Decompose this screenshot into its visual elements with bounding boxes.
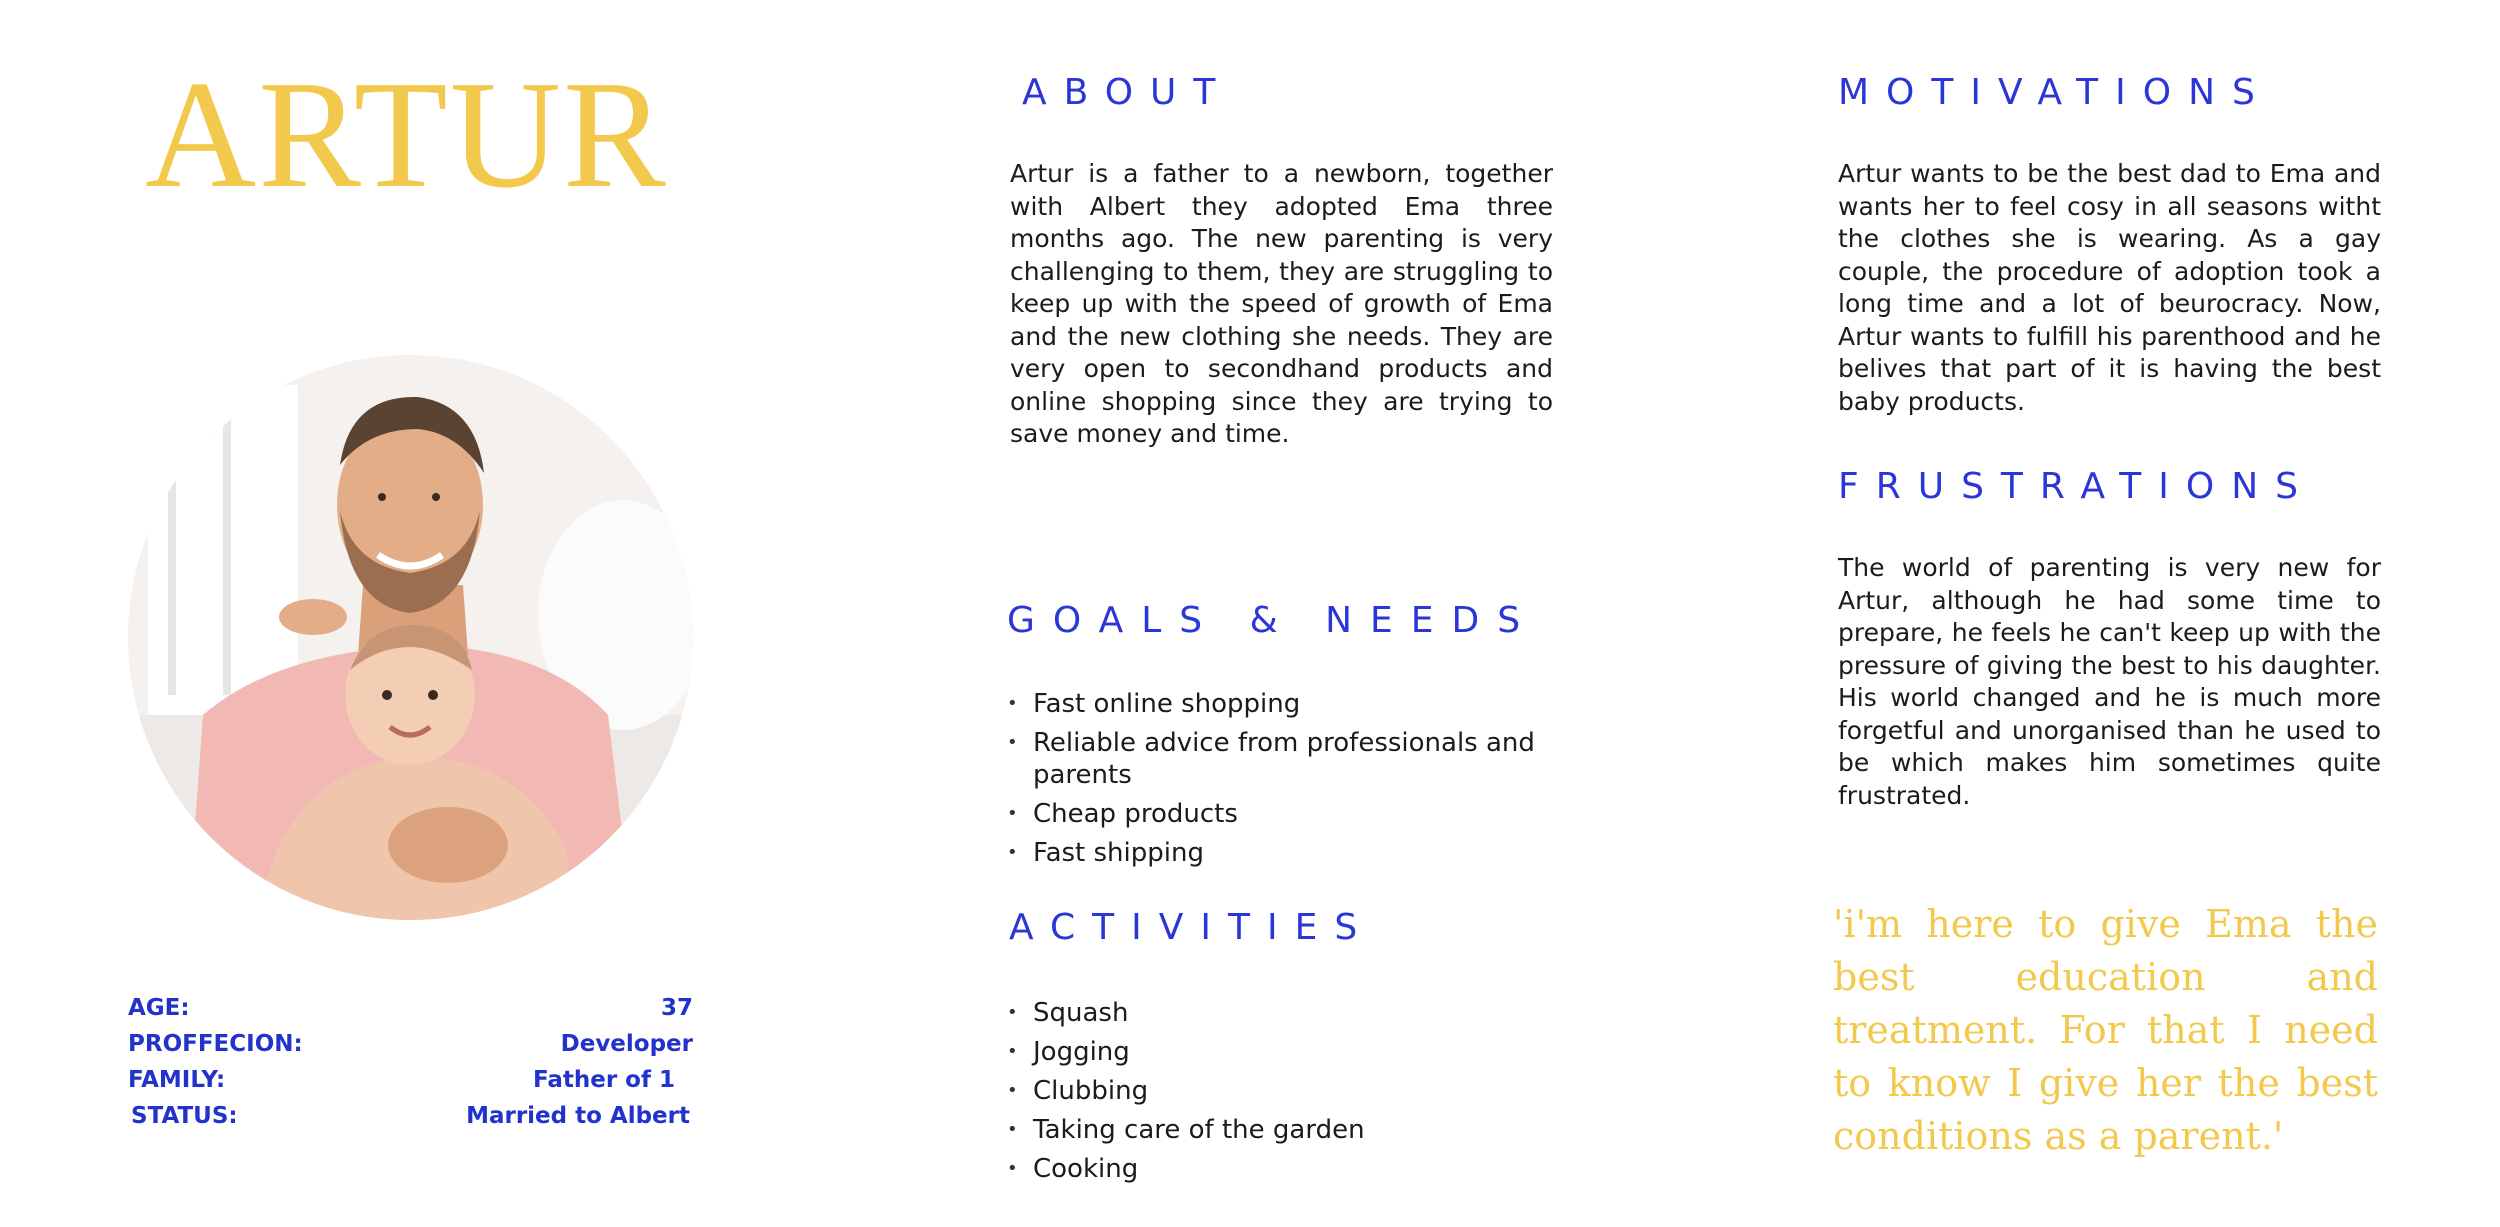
activities-list <box>1007 997 1557 1192</box>
goals-item: • Fast online shopping <box>1007 688 1557 720</box>
about-heading: ABOUT <box>1022 72 1233 113</box>
frustrations-text: The world of parenting is very new for Artur, although he had some time to prepare, he feels he can't keep up with the pressure of giving the best to his daughter. His world changed and he is much more forgetful and unorganised than he used to be which makes him sometimes quite frustrated. <box>1838 553 2381 810</box>
persona-name: ARTUR <box>145 50 668 220</box>
motivations-text: Artur wants to be the best dad to Ema and wants her to feel cosy in all seasons witht the clothes she is wearing. As a gay couple, the procedure of adoption took a long time and a lot of beurocracy. Now, Artur wants to fulfill his parenthood and he belives that part of it is having the best baby products. <box>1838 159 2381 416</box>
detail-status-value: Married to Albert <box>466 1103 690 1129</box>
persona-details <box>128 990 693 1134</box>
detail-age-label: AGE: <box>128 995 190 1021</box>
detail-status-label: STATUS: <box>131 1103 238 1129</box>
persona-quote: 'i'm here to give Ema the best education and treatment. For that I need to know I give her the best conditions as a parent.' <box>1833 902 2378 1158</box>
goals-item: • Cheap products <box>1007 798 1557 830</box>
detail-profession <box>128 1026 693 1062</box>
detail-age-value: 37 <box>660 995 693 1021</box>
detail-profession-value: Developer <box>560 1031 693 1057</box>
detail-family-value: Father of 1 <box>532 1067 675 1093</box>
goals-list <box>1007 688 1557 876</box>
activities-heading: ACTIVITIES <box>1009 907 1375 948</box>
detail-age <box>128 990 693 1026</box>
motivations-heading: MOTIVATIONS <box>1838 72 2272 113</box>
detail-status <box>128 1098 693 1134</box>
goals-item: • Fast shipping <box>1007 837 1557 869</box>
goals-heading: GOALS & NEEDS <box>1007 600 1539 641</box>
frustrations-heading: FRUSTRATIONS <box>1838 466 2316 507</box>
activities-item: • Jogging <box>1007 1036 1557 1068</box>
persona-photo <box>128 355 693 920</box>
persona-photo-image <box>128 355 693 920</box>
activities-item: • Cooking <box>1007 1153 1557 1185</box>
detail-profession-label: PROFFECION: <box>128 1031 303 1057</box>
activities-item: • Clubbing <box>1007 1075 1557 1107</box>
detail-family <box>128 1062 693 1098</box>
activities-item: • Squash <box>1007 997 1557 1029</box>
about-text: Artur is a father to a newborn, together with Albert they adopted Ema three months ago. The new parenting is very challenging to them, they are struggling to keep up with the speed of growth of Ema and the new clothing she needs. They are very open to secondhand products and online shopping since they are trying to save money and time. <box>1010 159 1553 448</box>
detail-family-label: FAMILY: <box>128 1067 226 1093</box>
goals-item: • Reliable advice from professionals and parents <box>1007 727 1557 791</box>
activities-item: • Taking care of the garden <box>1007 1114 1557 1146</box>
